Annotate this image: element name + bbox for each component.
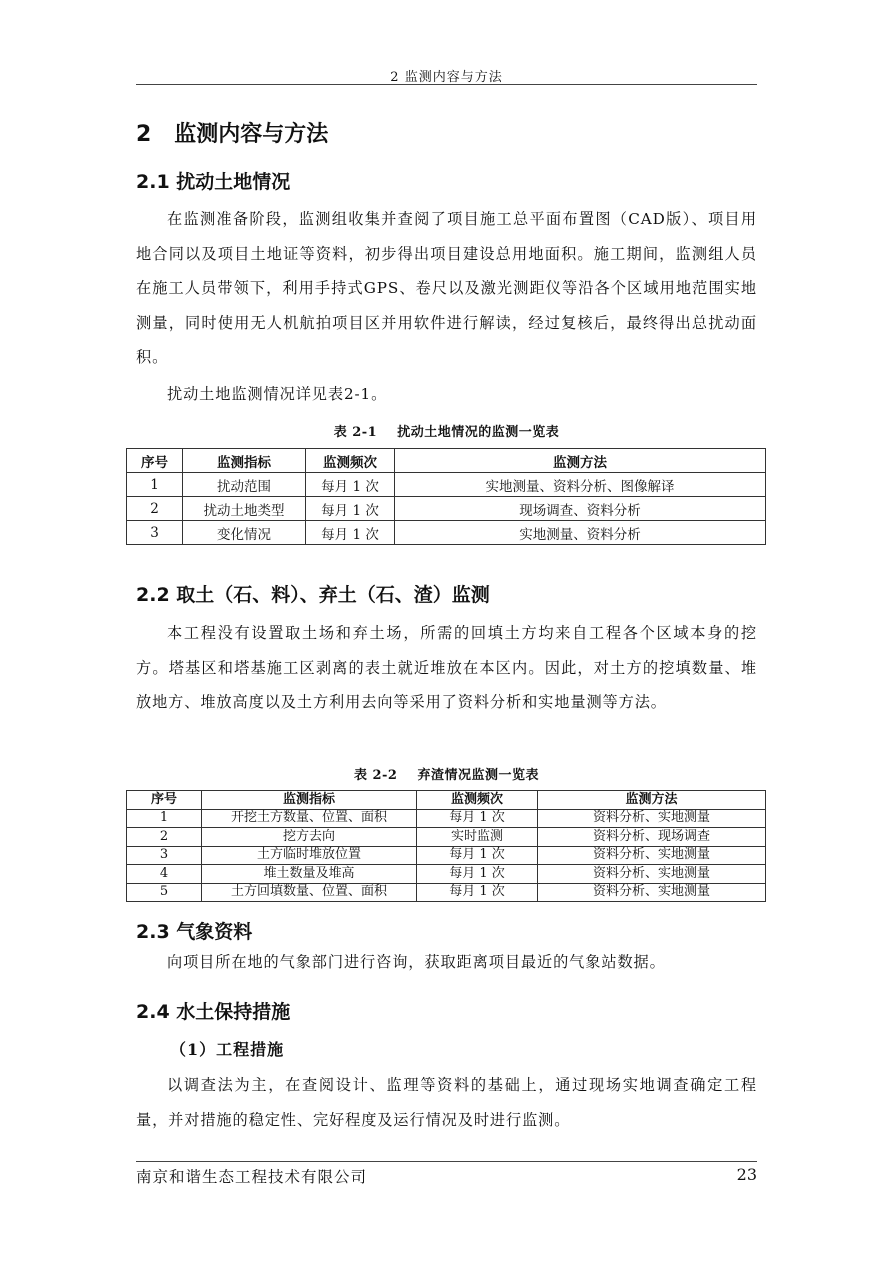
table-2-1-caption: 表 2-1 扰动土地情况的监测一览表 (333, 425, 560, 440)
section-2-4-paragraph: 以调查法为主，在查阅设计、监理等资料的基础上，通过现场实地调查确定工程量，并对措施的稳定性、完好程度及运行情况及时进行监测。 (136, 1076, 757, 1129)
header-cell: 监测指标 (183, 449, 306, 473)
section-2-3-title: 2.3 气象资料 (136, 921, 253, 943)
table-header-row (127, 791, 766, 810)
table-cell: 土方临时堆放位置 (202, 846, 417, 865)
table-cell: 资料分析、实地测量 (538, 809, 766, 828)
section-2-4-title: 2.4 水土保持措施 (136, 1001, 291, 1023)
table-2-1 (126, 448, 766, 545)
table-cell: 资料分析、实地测量 (538, 846, 766, 865)
table-cell: 每月 1 次 (417, 865, 538, 884)
table-cell: 3 (127, 846, 202, 865)
table-cell: 现场调查、资料分析 (395, 497, 766, 521)
section-2-1-paragraph: 在监测准备阶段，监测组收集并查阅了项目施工总平面布置图（CAD版）、项目用地合同以及项目土地证等资料，初步得出项目建设总用地面积。施工期间，监测组人员在施工人员带领下，利用手持式GPS、卷尺以及激光测距仪等沿各个区域用地范围实地测量，同时使用无人机航拍项目区并用软件进行解读，经过复核后，最终得出总扰动面积。 (136, 210, 757, 366)
table-cell: 资料分析、实地测量 (538, 883, 766, 902)
header-cell: 监测方法 (538, 791, 766, 810)
table-cell: 变化情况 (183, 521, 306, 545)
header-cell: 序号 (127, 449, 183, 473)
table-cell: 2 (127, 497, 183, 521)
table-row (127, 828, 766, 847)
section-2-2-title: 2.2 取土（石、料）、弃土（石、渣）监测 (136, 584, 490, 606)
table-cell: 土方回填数量、位置、面积 (202, 883, 417, 902)
section-2-2-paragraph: 本工程没有设置取土场和弃土场，所需的回填土方均来自工程各个区域本身的挖方。塔基区和塔基施工区剥离的表土就近堆放在本区内。因此，对土方的挖填数量、堆放地方、堆放高度以及土方利用去向等采用了资料分析和实地量测等方法。 (136, 624, 757, 711)
page-number: 23 (736, 1165, 757, 1184)
section-2-3-paragraph: 向项目所在地的气象部门进行咨询，获取距离项目最近的气象站数据。 (167, 953, 666, 971)
table-cell: 1 (127, 473, 183, 497)
section-2-1-title: 2.1 扰动土地情况 (136, 171, 291, 193)
table-cell: 3 (127, 521, 183, 545)
header-rule (136, 84, 757, 85)
table-cell: 每月 1 次 (306, 521, 395, 545)
table-cell: 1 (127, 809, 202, 828)
table-header-row (127, 449, 766, 473)
header-cell: 监测方法 (395, 449, 766, 473)
table-cell: 实时监测 (417, 828, 538, 847)
subsection-title: （1）工程措施 (170, 1040, 285, 1059)
table-cell: 4 (127, 865, 202, 884)
running-header: 2 监测内容与方法 (390, 70, 503, 85)
table-cell: 每月 1 次 (417, 846, 538, 865)
table-row (127, 521, 766, 545)
table-cell: 扰动范围 (183, 473, 306, 497)
table-cell: 资料分析、现场调查 (538, 828, 766, 847)
header-cell: 监测频次 (306, 449, 395, 473)
table-row (127, 883, 766, 902)
footer-rule (136, 1161, 757, 1162)
table-row (127, 809, 766, 828)
header-cell: 序号 (127, 791, 202, 810)
table-cell: 5 (127, 883, 202, 902)
table-cell: 扰动土地类型 (183, 497, 306, 521)
table-cell: 每月 1 次 (306, 473, 395, 497)
table-cell: 堆土数量及堆高 (202, 865, 417, 884)
table-cell: 每月 1 次 (417, 883, 538, 902)
table-cell: 每月 1 次 (417, 809, 538, 828)
table-cell: 开挖土方数量、位置、面积 (202, 809, 417, 828)
header-cell: 监测频次 (417, 791, 538, 810)
footer-company: 南京和谐生态工程技术有限公司 (136, 1168, 368, 1186)
table-cell: 2 (127, 828, 202, 847)
table-cell: 实地测量、资料分析、图像解译 (395, 473, 766, 497)
header-cell: 监测指标 (202, 791, 417, 810)
table-2-2 (126, 790, 766, 902)
chapter-title: 2 监测内容与方法 (136, 122, 329, 147)
table-reference: 扰动土地监测情况详见表2-1。 (167, 385, 388, 403)
table-row (127, 473, 766, 497)
table-2-2-caption: 表 2-2 弃渣情况监测一览表 (353, 768, 540, 783)
table-cell: 实地测量、资料分析 (395, 521, 766, 545)
table-row (127, 497, 766, 521)
table-cell: 资料分析、实地测量 (538, 865, 766, 884)
table-cell: 每月 1 次 (306, 497, 395, 521)
table-cell: 挖方去向 (202, 828, 417, 847)
table-row (127, 846, 766, 865)
table-row (127, 865, 766, 884)
